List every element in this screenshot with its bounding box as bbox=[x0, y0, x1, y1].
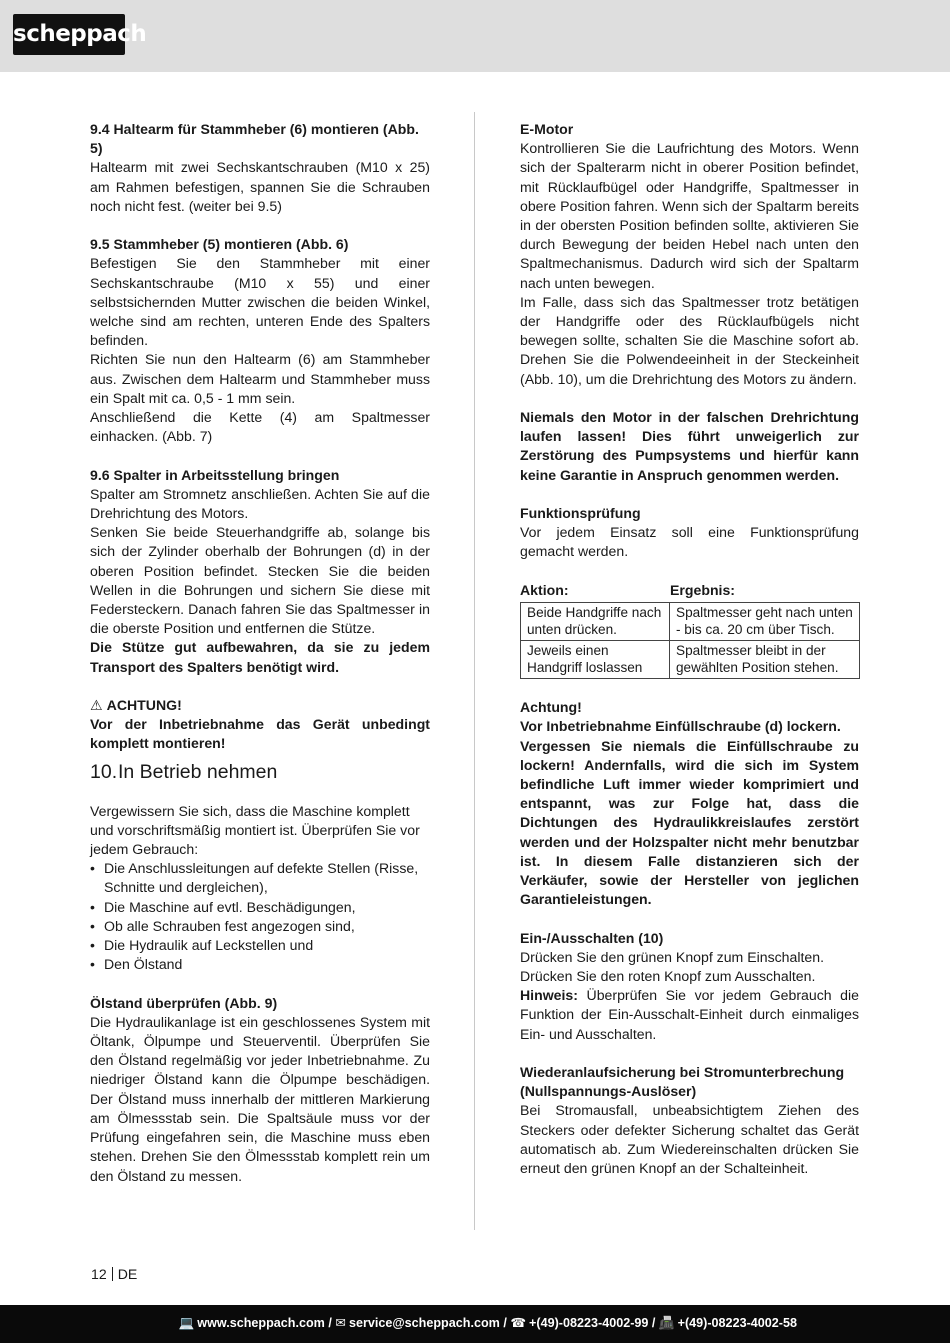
footer-website-link[interactable]: www.scheppach.com bbox=[197, 1316, 325, 1330]
table-row bbox=[521, 641, 860, 679]
page-number-value: 12 bbox=[91, 1266, 107, 1282]
footer-phone: +(49)-08223-4002-99 bbox=[529, 1316, 649, 1330]
section-9-6-title: 9.6 Spalter in Arbeitsstellung bringen bbox=[90, 466, 340, 483]
section-10-number: 10. bbox=[90, 760, 118, 783]
bullet-icon: • bbox=[90, 937, 95, 954]
restart-protection-body: Bei Stromausfall, unbeabsichtigtem Ziehen des Steckers oder defekter Sicherung schaltet das Gerät automatisch ab. Zum Wiedereinschalten drücken Sie erneut den grünen Knopf an der Schalteinheit. bbox=[520, 1102, 859, 1177]
section-10-heading bbox=[90, 760, 430, 784]
function-test-title: Funktionsprüfung bbox=[520, 505, 641, 522]
section-9-4-body: Haltearm mit zwei Sechskantschrauben (M10 x 25) am Rahmen befestigen, spannen Sie die Schrauben noch nicht fest. (weiter bei 9.5) bbox=[90, 159, 430, 214]
hint-body: Überprüfen Sie vor jedem Gebrauch die Funktion der Ein-Ausschalt-Einheit durch einmaliges Ein- und Ausschalten. bbox=[520, 987, 859, 1042]
table-cell-action: Jeweils einen Handgriff loslassen bbox=[521, 641, 670, 679]
function-table bbox=[520, 602, 860, 679]
hint-label: Hinweis: bbox=[520, 987, 578, 1004]
list-item: • Die Maschine auf evtl. Beschädigungen, bbox=[90, 898, 430, 917]
column-divider bbox=[474, 112, 475, 1230]
function-test-body: Vor jedem Einsatz soll eine Funktionsprüfung gemacht werden. bbox=[520, 524, 859, 560]
bullet-icon: • bbox=[90, 898, 95, 915]
check-list bbox=[90, 859, 430, 974]
attention-line: Vor Inbetriebnahme Einfüllschraube (d) lockern. bbox=[520, 718, 841, 735]
oil-check-body: Die Hydraulikanlage ist ein geschlossenes System mit Öltank, Ölpumpe und Steuerventil. Überprüfen Sie den Ölstand regelmäßig vor jeder Inbetriebnahme. Zu niedriger Ölstand kann die Ölpumpe beschädigen. Der Ölstand muss innerhalb der mittleren Markierung am Ölmessstab sein. Die Spaltsäule muss vor der Prüfung eingefahren sein, die Maschine muss eben stehen. Drehen Sie den Ölmessstab komplett rein um den Ölstand zu messen. bbox=[90, 1013, 430, 1184]
computer-icon: 💻 bbox=[178, 1316, 195, 1330]
footer-email-link[interactable]: service@scheppach.com bbox=[348, 1316, 500, 1330]
oil-check-title: Ölstand überprüfen (Abb. 9) bbox=[90, 994, 278, 1011]
function-table-header bbox=[520, 581, 859, 600]
emotor-title: E-Motor bbox=[520, 121, 574, 137]
warning-triangle-icon: ⚠ bbox=[90, 697, 103, 714]
attention-body: Vergessen Sie niemals die Einfüllschraube zu lockern! Andernfalls, wird die sich im System befindliche Luft immer wieder komprimiert und entspannt, was zur Folge hat, dass die Dichtungen des Hydraulikkreislaufes zerstört werden und der Holzspalter nicht mehr benutzbar ist. In diesem Falle distanzieren sich der Verkäufer, sowie der Hersteller von jeglichen Garantieleistungen. bbox=[520, 737, 859, 908]
page-number bbox=[91, 1265, 137, 1283]
list-item: • Den Ölstand bbox=[90, 955, 430, 974]
footer-contact-line: 💻 www.scheppach.com / ✉ service@scheppach.com / ☎ +(49)-08223-4002-99 / 📠 +(49)-08223-4002-58 bbox=[178, 1316, 797, 1330]
right-column bbox=[520, 120, 859, 1178]
on-off-line-1: Drücken Sie den grünen Knopf zum Einschalten. bbox=[520, 948, 824, 965]
fax-icon: 📠 bbox=[658, 1316, 675, 1330]
footer-fax: +(49)-08223-4002-58 bbox=[677, 1316, 797, 1330]
section-9-5-body-3: Anschließend die Kette (4) am Spaltmesser einhacken. (Abb. 7) bbox=[90, 409, 430, 445]
list-item: • Die Anschlussleitungen auf defekte Stellen (Risse, Schnitte und dergleichen), bbox=[90, 860, 419, 896]
list-item: • Ob alle Schrauben fest angezogen sind, bbox=[90, 917, 430, 936]
on-off-line-2: Drücken Sie den roten Knopf zum Ausschalten. bbox=[520, 968, 816, 985]
list-item: • Die Hydraulik auf Leckstellen und bbox=[90, 936, 430, 955]
restart-protection-subtitle: (Nullspannungs-Auslöser) bbox=[520, 1083, 697, 1100]
phone-icon: ☎ bbox=[510, 1316, 527, 1330]
warning-title: ACHTUNG! bbox=[106, 697, 182, 714]
bullet-icon: • bbox=[90, 956, 95, 973]
emotor-body-1: Kontrollieren Sie die Laufrichtung des Motors. Wenn sich der Spalterarm nicht in oberer Position befindet, mit Rücklaufbügel oder Handgriffe, Spaltmesser in obere Position fahren. Wenn sich der Spaltarm bereits in der obersten Position befinden sollte, aktivieren Sie durch Bewegung der beiden Hebel nach unten den Spaltmechanismus. Dadurch wird sich der Spaltarm nach unten bewegen. bbox=[520, 140, 859, 291]
section-9-5-body-2: Richten Sie nun den Haltearm (6) am Stammheber aus. Zwischen dem Haltearm und Stammheber muss ein Spalt mit ca. 0,5 - 1 mm sein. bbox=[90, 351, 430, 406]
on-off-title: Ein-/Ausschalten (10) bbox=[520, 929, 664, 946]
hint-paragraph bbox=[520, 986, 859, 1044]
section-9-6-bold-note: Die Stütze gut aufbewahren, da sie zu jedem Transport des Spalters benötigt wird. bbox=[90, 639, 430, 675]
page-language: DE bbox=[117, 1266, 138, 1282]
table-cell-action: Beide Handgriffe nach unten drücken. bbox=[521, 603, 670, 641]
table-header-action: Aktion: bbox=[520, 581, 569, 598]
emotor-body-2: Im Falle, dass sich das Spaltmesser trotz betätigen der Handgriffe oder des Rücklaufbügels nicht bewegen sollte, schalten Sie die Maschine sofort ab. Drehen Sie die Polwendeeinheit in der Steckeinheit (Abb. 10), um die Drehrichtung des Motors zu ändern. bbox=[520, 293, 859, 387]
header-band bbox=[0, 0, 950, 72]
table-cell-result: Spaltmesser geht nach unten - bis ca. 20 cm über Tisch. bbox=[670, 603, 860, 641]
section-9-5-body-1: Befestigen Sie den Stammheber mit einer Sechskantschraube (M10 x 55) und einer selbstsichernden Mutter zwischen die beiden Winkel, welche sind am rechten, unteren Ende des Spalters befinden. bbox=[90, 255, 430, 349]
attention-title: Achtung! bbox=[520, 699, 582, 716]
section-9-6-body-2: Senken Sie beide Steuerhandgriffe ab, solange bis sich der Zylinder oberhalb der Bohrungen (d) in der oberen Position befindet. Stecken Sie die beiden Wellen in die Bohrungen und sichern Sie diese mit Federsteckern. Danach fahren Sie das Spaltmesser in die oberste Position und entfernen die Stütze. bbox=[90, 524, 430, 637]
bullet-icon: • bbox=[90, 860, 95, 877]
section-10-intro: Vergewissern Sie sich, dass die Maschine komplett und vorschriftsmäßig montiert ist. Überprüfen Sie vor jedem Gebrauch: bbox=[90, 802, 420, 858]
motor-direction-warning: Niemals den Motor in der falschen Drehrichtung laufen lassen! Dies führt unweigerlich zur Zerstörung des Pumpsystems und hierfür kann keine Garantie in Anspruch genommen werden. bbox=[520, 409, 859, 483]
section-9-5-title: 9.5 Stammheber (5) montieren (Abb. 6) bbox=[90, 236, 349, 253]
page-number-separator bbox=[112, 1267, 113, 1281]
scheppach-logo: scheppach bbox=[13, 14, 125, 55]
left-column bbox=[90, 120, 430, 1186]
bullet-icon: • bbox=[90, 917, 95, 934]
section-9-6-body-1: Spalter am Stromnetz anschließen. Achten Sie auf die Drehrichtung des Motors. bbox=[90, 485, 430, 522]
footer-bar bbox=[0, 1305, 950, 1343]
warning-heading bbox=[90, 696, 430, 715]
table-row bbox=[521, 603, 860, 641]
section-10-title: In Betrieb nehmen bbox=[118, 760, 278, 783]
table-header-result: Ergebnis: bbox=[670, 581, 735, 598]
table-cell-result: Spaltmesser bleibt in der gewählten Position stehen. bbox=[670, 641, 860, 679]
section-9-4-title: 9.4 Haltearm für Stammheber (6) montieren (Abb. 5) bbox=[90, 121, 419, 157]
mail-icon: ✉ bbox=[335, 1316, 346, 1330]
restart-protection-title: Wiederanlaufsicherung bei Stromunterbrechung bbox=[520, 1064, 845, 1081]
warning-body: Vor der Inbetriebnahme das Gerät unbedingt komplett montieren! bbox=[90, 716, 430, 752]
